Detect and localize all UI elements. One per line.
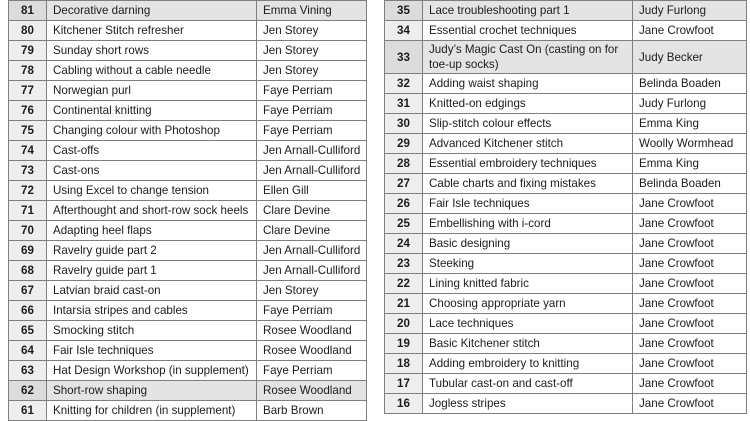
cell-num: 28 [385,154,423,174]
cell-author: Faye Perriam [257,361,367,381]
cell-title: Fair Isle techniques [423,194,633,214]
cell-title: Sunday short rows [47,41,257,61]
cell-num: 80 [9,21,47,41]
cell-num: 27 [385,174,423,194]
cell-title: Lace techniques [423,314,633,334]
cell-author: Jane Crowfoot [633,294,747,314]
cell-num: 61 [9,401,47,421]
cell-num: 76 [9,101,47,121]
right-index-table [384,0,747,414]
cell-num: 16 [385,394,423,414]
cell-title: Judy’s Magic Cast On (casting on for toe-up socks) [423,41,633,74]
table-row [385,274,747,294]
cell-num: 30 [385,114,423,134]
cell-author: Jane Crowfoot [633,254,747,274]
cell-author: Jen Arnall-Culliford [257,261,367,281]
table-row [9,281,367,301]
cell-num: 20 [385,314,423,334]
cell-author: Judy Furlong [633,1,747,21]
table-row [385,174,747,194]
cell-author: Jen Arnall-Culliford [257,241,367,261]
cell-title: Knitted-on edgings [423,94,633,114]
table-row [9,61,367,81]
cell-author: Emma King [633,154,747,174]
cell-title: Intarsia stripes and cables [47,301,257,321]
cell-num: 77 [9,81,47,101]
table-row [9,401,367,421]
cell-num: 19 [385,334,423,354]
cell-title: Essential crochet techniques [423,21,633,41]
cell-num: 23 [385,254,423,274]
cell-title: Basic Kitchener stitch [423,334,633,354]
table-row [9,241,367,261]
cell-num: 68 [9,261,47,281]
table-row [9,201,367,221]
cell-title: Short-row shaping [47,381,257,401]
table-row [385,314,747,334]
cell-author: Jane Crowfoot [633,374,747,394]
table-row [385,234,747,254]
cell-num: 31 [385,94,423,114]
cell-author: Rosee Woodland [257,321,367,341]
table-row [9,81,367,101]
table-row [385,41,747,74]
cell-title: Tubular cast-on and cast-off [423,374,633,394]
cell-author: Emma King [633,114,747,134]
cell-author: Jane Crowfoot [633,314,747,334]
cell-author: Jen Storey [257,21,367,41]
cell-title: Cabling without a cable needle [47,61,257,81]
cell-num: 66 [9,301,47,321]
cell-num: 34 [385,21,423,41]
cell-title: Fair Isle techniques [47,341,257,361]
table-row [385,94,747,114]
cell-num: 32 [385,74,423,94]
cell-title: Ravelry guide part 1 [47,261,257,281]
cell-num: 17 [385,374,423,394]
cell-title: Hat Design Workshop (in supplement) [47,361,257,381]
cell-num: 71 [9,201,47,221]
cell-author: Clare Devine [257,201,367,221]
cell-title: Changing colour with Photoshop [47,121,257,141]
table-row [385,154,747,174]
table-row [9,41,367,61]
table-row [9,101,367,121]
cell-author: Clare Devine [257,221,367,241]
table-row [9,1,367,21]
cell-author: Jen Storey [257,41,367,61]
cell-num: 35 [385,1,423,21]
table-row [385,394,747,414]
cell-num: 75 [9,121,47,141]
cell-author: Faye Perriam [257,121,367,141]
cell-author: Ellen Gill [257,181,367,201]
cell-title: Continental knitting [47,101,257,121]
cell-title: Norwegian purl [47,81,257,101]
left-index-table [8,0,367,421]
cell-title: Embellishing with i-cord [423,214,633,234]
table-row [385,214,747,234]
cell-author: Jen Storey [257,61,367,81]
cell-num: 62 [9,381,47,401]
cell-author: Faye Perriam [257,101,367,121]
cell-author: Rosee Woodland [257,381,367,401]
table-row [385,114,747,134]
table-row [9,141,367,161]
table-row [385,194,747,214]
cell-author: Jen Arnall-Culliford [257,141,367,161]
cell-num: 33 [385,41,423,74]
cell-title: Jogless stripes [423,394,633,414]
cell-author: Jane Crowfoot [633,274,747,294]
cell-author: Jane Crowfoot [633,334,747,354]
cell-title: Essential embroidery techniques [423,154,633,174]
cell-title: Basic designing [423,234,633,254]
cell-title: Cast-ons [47,161,257,181]
cell-num: 69 [9,241,47,261]
cell-author: Judy Becker [633,41,747,74]
cell-title: Ravelry guide part 2 [47,241,257,261]
cell-author: Judy Furlong [633,94,747,114]
cell-author: Jane Crowfoot [633,234,747,254]
cell-title: Afterthought and short-row sock heels [47,201,257,221]
table-row [385,74,747,94]
cell-num: 79 [9,41,47,61]
cell-num: 81 [9,1,47,21]
cell-author: Faye Perriam [257,301,367,321]
cell-num: 25 [385,214,423,234]
cell-num: 22 [385,274,423,294]
cell-author: Emma Vining [257,1,367,21]
cell-title: Adapting heel flaps [47,221,257,241]
cell-author: Jane Crowfoot [633,194,747,214]
table-row [385,21,747,41]
cell-num: 24 [385,234,423,254]
cell-title: Adding waist shaping [423,74,633,94]
table-row [385,354,747,374]
cell-title: Using Excel to change tension [47,181,257,201]
cell-num: 64 [9,341,47,361]
cell-author: Jane Crowfoot [633,21,747,41]
cell-title: Cable charts and fixing mistakes [423,174,633,194]
cell-title: Latvian braid cast-on [47,281,257,301]
cell-num: 67 [9,281,47,301]
cell-title: Lining knitted fabric [423,274,633,294]
table-row [9,221,367,241]
cell-title: Cast-offs [47,141,257,161]
table-row [385,334,747,354]
table-row [9,361,367,381]
cell-num: 26 [385,194,423,214]
cell-author: Jane Crowfoot [633,394,747,414]
cell-author: Belinda Boaden [633,74,747,94]
table-row [385,374,747,394]
cell-num: 78 [9,61,47,81]
cell-title: Adding embroidery to knitting [423,354,633,374]
cell-title: Smocking stitch [47,321,257,341]
cell-title: Advanced Kitchener stitch [423,134,633,154]
cell-author: Rosee Woodland [257,341,367,361]
table-row [9,341,367,361]
cell-num: 63 [9,361,47,381]
cell-title: Choosing appropriate yarn [423,294,633,314]
table-row [385,254,747,274]
cell-title: Decorative darning [47,1,257,21]
cell-author: Faye Perriam [257,81,367,101]
cell-author: Barb Brown [257,401,367,421]
table-row [9,301,367,321]
table-row [9,161,367,181]
cell-num: 65 [9,321,47,341]
table-row [9,261,367,281]
cell-num: 29 [385,134,423,154]
cell-author: Jane Crowfoot [633,214,747,234]
table-row [9,181,367,201]
cell-author: Belinda Boaden [633,174,747,194]
cell-author: Jen Storey [257,281,367,301]
cell-title: Knitting for children (in supplement) [47,401,257,421]
table-row [9,321,367,341]
cell-title: Slip-stitch colour effects [423,114,633,134]
cell-title: Kitchener Stitch refresher [47,21,257,41]
cell-title: Lace troubleshooting part 1 [423,1,633,21]
cell-author: Jane Crowfoot [633,354,747,374]
cell-num: 74 [9,141,47,161]
table-row [9,381,367,401]
cell-author: Woolly Wormhead [633,134,747,154]
cell-num: 72 [9,181,47,201]
table-row [385,134,747,154]
table-row [9,121,367,141]
cell-author: Jen Arnall-Culliford [257,161,367,181]
cell-num: 18 [385,354,423,374]
table-row [385,294,747,314]
cell-num: 73 [9,161,47,181]
cell-title: Steeking [423,254,633,274]
cell-num: 70 [9,221,47,241]
table-row [9,21,367,41]
cell-num: 21 [385,294,423,314]
table-row [385,1,747,21]
